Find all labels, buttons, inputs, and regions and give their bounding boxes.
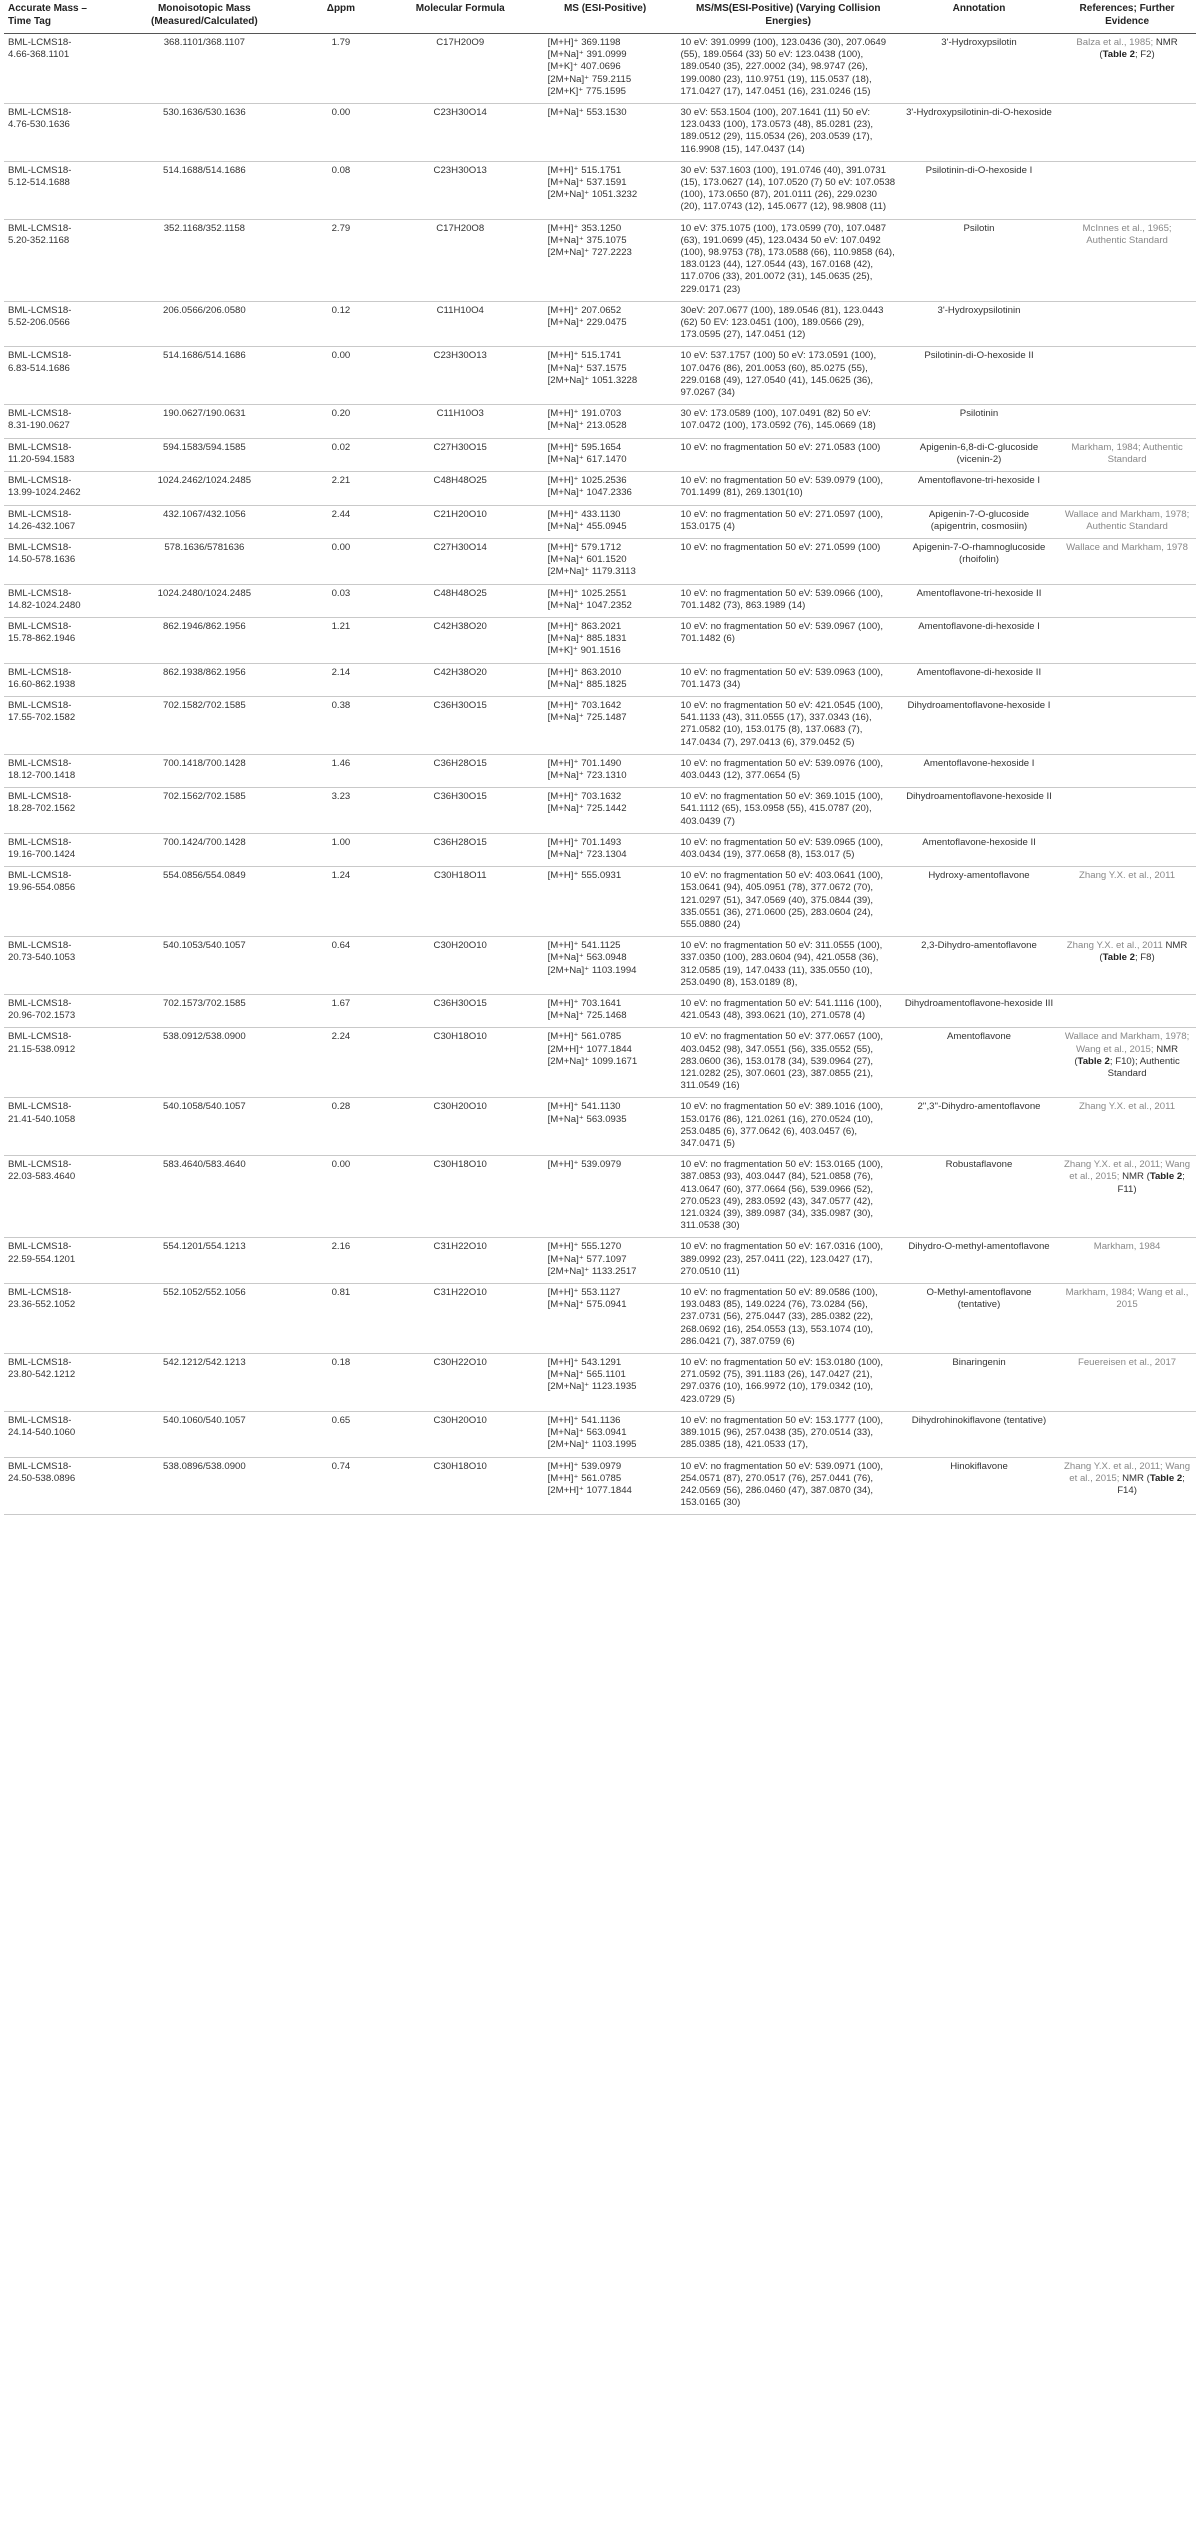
- cell-mass: 554.0856/554.0849: [114, 867, 295, 937]
- table-row: [4, 438, 1196, 471]
- cell-annotation: Amentoflavone-di-hexoside I: [900, 617, 1058, 663]
- evidence-text: NMR (Table 2; F2): [1099, 37, 1178, 61]
- cell-tag: BML-LCMS18- 19.16-700.1424: [4, 833, 114, 866]
- table-row: [4, 1457, 1196, 1515]
- cell-mass: 700.1424/700.1428: [114, 833, 295, 866]
- cell-tag: BML-LCMS18- 4.76-530.1636: [4, 104, 114, 162]
- cell-msms: 10 eV: no fragmentation 50 eV: 369.1015 (100), 541.1112 (65), 153.0958 (55), 415.0787 (20), 403.0439 (7): [677, 788, 900, 834]
- cell-mass: 540.1058/540.1057: [114, 1098, 295, 1156]
- reference-text: Zhang Y.X. et al., 2011: [1066, 940, 1166, 952]
- cell-annotation: Amentoflavone-tri-hexoside I: [900, 472, 1058, 505]
- cell-annotation: Amentoflavone-hexoside I: [900, 754, 1058, 787]
- cell-formula: C30H20O10: [387, 937, 534, 995]
- cell-ppm: 0.00: [295, 538, 387, 584]
- table-row: [4, 34, 1196, 104]
- evidence-text: NMR (Table 2; F14): [1117, 1472, 1185, 1496]
- cell-references: [1058, 937, 1196, 995]
- cell-tag: BML-LCMS18- 24.14-540.1060: [4, 1411, 114, 1457]
- table-row: [4, 219, 1196, 301]
- cell-ms: [M+H]⁺ 703.1642 [M+Na]⁺ 725.1487: [534, 696, 677, 754]
- cell-references: [1058, 505, 1196, 538]
- cell-ms: [M+Na]⁺ 553.1530: [534, 104, 677, 162]
- cell-annotation: Dihydroamentoflavone-hexoside III: [900, 995, 1058, 1028]
- table-row: [4, 161, 1196, 219]
- cell-annotation: Psilotin: [900, 219, 1058, 301]
- cell-mass: 702.1582/702.1585: [114, 696, 295, 754]
- cell-ppm: 0.00: [295, 1156, 387, 1238]
- cell-formula: C21H20O10: [387, 505, 534, 538]
- cell-references: [1058, 754, 1196, 787]
- table-row: [4, 663, 1196, 696]
- cell-references: [1058, 301, 1196, 347]
- cell-ppm: 3.23: [295, 788, 387, 834]
- cell-msms: 10 eV: no fragmentation 50 eV: 153.0165 (100), 387.0853 (93), 403.0447 (84), 521.0858 (76), 413.0647 (60), 377.0664 (56), 539.0966 (52), 270.0523 (49), 283.0592 (43), 347.0577 (42), 121.0324 (39), 389.0987 (34), 335.0987 (30), 311.0538 (30): [677, 1156, 900, 1238]
- cell-references: [1058, 1457, 1196, 1515]
- table-row: [4, 788, 1196, 834]
- table-row: [4, 937, 1196, 995]
- cell-msms: 10 eV: no fragmentation 50 eV: 153.1777 (100), 389.1015 (96), 257.0438 (35), 270.0514 (33), 285.0385 (18), 421.0533 (17),: [677, 1411, 900, 1457]
- cell-ms: [M+H]⁺ 515.1751 [M+Na]⁺ 537.1591 [2M+Na]⁺ 1051.3232: [534, 161, 677, 219]
- cell-mass: 514.1686/514.1686: [114, 347, 295, 405]
- cell-references: [1058, 1284, 1196, 1354]
- cell-references: [1058, 788, 1196, 834]
- evidence-text: NMR (Table 2; F10); Authentic Standard: [1074, 1043, 1180, 1080]
- cell-msms: 10 eV: no fragmentation 50 eV: 153.0180 (100), 271.0592 (75), 391.1183 (26), 147.0427 (21), 297.0376 (10), 166.9972 (10), 179.0342 (10), 423.0729 (5): [677, 1354, 900, 1412]
- cell-tag: BML-LCMS18- 18.28-702.1562: [4, 788, 114, 834]
- cell-mass: 538.0896/538.0900: [114, 1457, 295, 1515]
- cell-tag: BML-LCMS18- 6.83-514.1686: [4, 347, 114, 405]
- cell-ms: [M+H]⁺ 541.1125 [M+Na]⁺ 563.0948 [2M+Na]⁺ 1103.1994: [534, 937, 677, 995]
- cell-formula: C36H28O15: [387, 754, 534, 787]
- header-msms: MS/MS(ESI-Positive) (Varying Collision Energies): [677, 0, 900, 34]
- cell-references: [1058, 663, 1196, 696]
- cell-references: [1058, 995, 1196, 1028]
- cell-ms: [M+H]⁺ 579.1712 [M+Na]⁺ 601.1520 [2M+Na]⁺ 1179.3113: [534, 538, 677, 584]
- cell-annotation: Apigenin-7-O-glucoside (apigentrin, cosmosiin): [900, 505, 1058, 538]
- reference-text: Feuereisen et al., 2017: [1077, 1357, 1177, 1369]
- cell-ms: [M+H]⁺ 701.1490 [M+Na]⁺ 723.1310: [534, 754, 677, 787]
- cell-mass: 514.1688/514.1686: [114, 161, 295, 219]
- cell-mass: 594.1583/594.1585: [114, 438, 295, 471]
- cell-ms: [M+H]⁺ 553.1127 [M+Na]⁺ 575.0941: [534, 1284, 677, 1354]
- table-row: [4, 696, 1196, 754]
- cell-mass: 554.1201/554.1213: [114, 1238, 295, 1284]
- cell-mass: 368.1101/368.1107: [114, 34, 295, 104]
- cell-msms: 10 eV: no fragmentation 50 eV: 541.1116 (100), 421.0543 (48), 393.0621 (10), 271.0578 (4): [677, 995, 900, 1028]
- evidence-text: NMR (Table 2; F11): [1117, 1171, 1185, 1195]
- cell-msms: 10 eV: no fragmentation 50 eV: 89.0586 (100), 193.0483 (85), 149.0224 (76), 73.0284 (56), 237.0731 (56), 275.0447 (33), 285.0382 (22), 268.0692 (16), 254.0553 (13), 553.1074 (10), 286.0421 (7), 387.0759 (6): [677, 1284, 900, 1354]
- cell-mass: 530.1636/530.1636: [114, 104, 295, 162]
- cell-formula: C23H30O14: [387, 104, 534, 162]
- cell-annotation: Apigenin-7-O-rhamnoglucoside (rhoifolin): [900, 538, 1058, 584]
- cell-formula: C42H38O20: [387, 663, 534, 696]
- cell-references: [1058, 161, 1196, 219]
- metabolite-table: [4, 0, 1196, 1515]
- reference-text: Wallace and Markham, 1978; Authentic Standard: [1064, 508, 1190, 532]
- table-row: [4, 538, 1196, 584]
- cell-references: [1058, 1098, 1196, 1156]
- reference-text: Wallace and Markham, 1978: [1066, 541, 1188, 553]
- cell-references: [1058, 219, 1196, 301]
- cell-references: [1058, 1156, 1196, 1238]
- cell-references: [1058, 1238, 1196, 1284]
- cell-annotation: O-Methyl-amentoflavone (tentative): [900, 1284, 1058, 1354]
- cell-ms: [M+H]⁺ 369.1198 [M+Na]⁺ 391.0999 [M+K]⁺ 407.0696 [2M+Na]⁺ 759.2115 [2M+K]⁺ 775.1595: [534, 34, 677, 104]
- table-body: [4, 34, 1196, 1515]
- cell-tag: BML-LCMS18- 22.59-554.1201: [4, 1238, 114, 1284]
- cell-ppm: 1.67: [295, 995, 387, 1028]
- cell-msms: 30 eV: 537.1603 (100), 191.0746 (40), 391.0731 (15), 173.0627 (14), 107.0520 (7) 50 eV: 107.0538 (100), 173.0650 (87), 201.0111 (26), 229.0230 (20), 117.0743 (12), 145.0677 (12), 98.9808 (11): [677, 161, 900, 219]
- table-row: [4, 1098, 1196, 1156]
- cell-msms: 10 eV: no fragmentation 50 eV: 311.0555 (100), 337.0350 (100), 283.0604 (94), 421.0558 (36), 312.0585 (19), 147.0433 (11), 335.0550 (10), 253.0490 (8), 153.0189 (8),: [677, 937, 900, 995]
- cell-ppm: 1.24: [295, 867, 387, 937]
- reference-text: Markham, 1984; Wang et al., 2015: [1065, 1287, 1189, 1311]
- cell-mass: 702.1562/702.1585: [114, 788, 295, 834]
- cell-ppm: 1.00: [295, 833, 387, 866]
- table-row: [4, 301, 1196, 347]
- cell-formula: C30H18O10: [387, 1156, 534, 1238]
- header-mass: Monoisotopic Mass (Measured/Calculated): [114, 0, 295, 34]
- cell-tag: BML-LCMS18- 23.80-542.1212: [4, 1354, 114, 1412]
- cell-msms: 10 eV: no fragmentation 50 eV: 421.0545 (100), 541.1133 (43), 311.0555 (17), 337.0343 (16), 271.0582 (10), 153.0175 (8), 137.0683 (7), 147.0434 (7), 297.0413 (6), 379.0452 (5): [677, 696, 900, 754]
- table-row: [4, 472, 1196, 505]
- table-row: [4, 867, 1196, 937]
- cell-tag: BML-LCMS18- 19.96-554.0856: [4, 867, 114, 937]
- reference-text: McInnes et al., 1965; Authentic Standard: [1082, 222, 1172, 246]
- cell-annotation: Dihydroamentoflavone-hexoside I: [900, 696, 1058, 754]
- cell-ppm: 0.02: [295, 438, 387, 471]
- cell-annotation: 3'-Hydroxypsilotinin: [900, 301, 1058, 347]
- cell-references: [1058, 867, 1196, 937]
- cell-mass: 583.4640/583.4640: [114, 1156, 295, 1238]
- cell-msms: 10 eV: no fragmentation 50 eV: 539.0971 (100), 254.0571 (87), 270.0517 (76), 257.0441 (76), 242.0569 (56), 286.0460 (47), 387.0870 (34), 153.0165 (30): [677, 1457, 900, 1515]
- cell-tag: BML-LCMS18- 13.99-1024.2462: [4, 472, 114, 505]
- cell-tag: BML-LCMS18- 8.31-190.0627: [4, 405, 114, 438]
- cell-formula: C48H48O25: [387, 584, 534, 617]
- evidence-text: NMR (Table 2; F8): [1099, 940, 1188, 964]
- cell-formula: C30H20O10: [387, 1411, 534, 1457]
- cell-ms: [M+H]⁺ 539.0979: [534, 1156, 677, 1238]
- cell-ppm: 0.12: [295, 301, 387, 347]
- table-row: [4, 1411, 1196, 1457]
- cell-annotation: Psilotinin-di-O-hexoside I: [900, 161, 1058, 219]
- cell-ms: [M+H]⁺ 863.2010 [M+Na]⁺ 885.1825: [534, 663, 677, 696]
- cell-msms: 10 eV: no fragmentation 50 eV: 271.0599 (100): [677, 538, 900, 584]
- cell-ms: [M+H]⁺ 515.1741 [M+Na]⁺ 537.1575 [2M+Na]⁺ 1051.3228: [534, 347, 677, 405]
- cell-formula: C42H38O20: [387, 617, 534, 663]
- cell-msms: 10 eV: no fragmentation 50 eV: 271.0597 (100), 153.0175 (4): [677, 505, 900, 538]
- cell-annotation: Psilotinin-di-O-hexoside II: [900, 347, 1058, 405]
- cell-tag: BML-LCMS18- 16.60-862.1938: [4, 663, 114, 696]
- cell-formula: C36H30O15: [387, 995, 534, 1028]
- cell-ppm: 0.03: [295, 584, 387, 617]
- cell-tag: BML-LCMS18- 5.20-352.1168: [4, 219, 114, 301]
- cell-annotation: Dihydroamentoflavone-hexoside II: [900, 788, 1058, 834]
- cell-tag: BML-LCMS18- 20.96-702.1573: [4, 995, 114, 1028]
- cell-mass: 702.1573/702.1585: [114, 995, 295, 1028]
- cell-msms: 10 eV: no fragmentation 50 eV: 539.0963 (100), 701.1473 (34): [677, 663, 900, 696]
- cell-annotation: 2,3-Dihydro-amentoflavone: [900, 937, 1058, 995]
- reference-text: Zhang Y.X. et al., 2011: [1079, 870, 1176, 882]
- reference-text: Zhang Y.X. et al., 2011; Wang et al., 2015;: [1064, 1460, 1191, 1484]
- cell-msms: 30eV: 207.0677 (100), 189.0546 (81), 123.0443 (62) 50 EV: 123.0451 (100), 189.0566 (29), 173.0595 (27), 147.0451 (12): [677, 301, 900, 347]
- cell-references: [1058, 696, 1196, 754]
- cell-ms: [M+H]⁺ 703.1632 [M+Na]⁺ 725.1442: [534, 788, 677, 834]
- cell-tag: BML-LCMS18- 15.78-862.1946: [4, 617, 114, 663]
- cell-formula: C17H20O9: [387, 34, 534, 104]
- cell-formula: C23H30O13: [387, 161, 534, 219]
- cell-references: [1058, 34, 1196, 104]
- cell-ms: [M+H]⁺ 555.1270 [M+Na]⁺ 577.1097 [2M+Na]⁺ 1133.2517: [534, 1238, 677, 1284]
- cell-msms: 10 eV: no fragmentation 50 eV: 167.0316 (100), 389.0992 (23), 257.0411 (22), 123.0427 (17), 270.0510 (11): [677, 1238, 900, 1284]
- cell-formula: C27H30O14: [387, 538, 534, 584]
- reference-text: Markham, 1984: [1093, 1241, 1161, 1253]
- cell-tag: BML-LCMS18- 18.12-700.1418: [4, 754, 114, 787]
- cell-annotation: Dihydrohinokiflavone (tentative): [900, 1411, 1058, 1457]
- cell-ms: [M+H]⁺ 1025.2551 [M+Na]⁺ 1047.2352: [534, 584, 677, 617]
- cell-ppm: 2.44: [295, 505, 387, 538]
- cell-msms: 10 eV: no fragmentation 50 eV: 389.1016 (100), 153.0176 (86), 121.0261 (16), 270.0524 (10), 253.0485 (6), 377.0642 (6), 403.0457 (6), 347.0471 (5): [677, 1098, 900, 1156]
- cell-annotation: Amentoflavone-tri-hexoside II: [900, 584, 1058, 617]
- cell-msms: 30 eV: 173.0589 (100), 107.0491 (82) 50 eV: 107.0472 (100), 173.0592 (76), 145.0669 (18): [677, 405, 900, 438]
- cell-ppm: 0.74: [295, 1457, 387, 1515]
- cell-ms: [M+H]⁺ 191.0703 [M+Na]⁺ 213.0528: [534, 405, 677, 438]
- cell-mass: 352.1168/352.1158: [114, 219, 295, 301]
- cell-mass: 1024.2462/1024.2485: [114, 472, 295, 505]
- cell-annotation: 3'-Hydroxypsilotinin-di-O-hexoside: [900, 104, 1058, 162]
- table-row: [4, 1354, 1196, 1412]
- cell-msms: 10 eV: 391.0999 (100), 123.0436 (30), 207.0649 (55), 189.0564 (33) 50 eV: 123.0438 (100), 189.0540 (35), 227.0002 (34), 98.9747 (26), 199.0080 (23), 110.9751 (19), 115.0537 (18), 171.0427 (17), 147.0451 (16), 231.0246 (15): [677, 34, 900, 104]
- cell-mass: 540.1060/540.1057: [114, 1411, 295, 1457]
- cell-formula: C30H20O10: [387, 1098, 534, 1156]
- cell-mass: 538.0912/538.0900: [114, 1028, 295, 1098]
- cell-tag: BML-LCMS18- 21.15-538.0912: [4, 1028, 114, 1098]
- cell-msms: 10 eV: no fragmentation 50 eV: 539.0979 (100), 701.1499 (81), 269.1301(10): [677, 472, 900, 505]
- cell-ms: [M+H]⁺ 539.0979 [M+H]⁺ 561.0785 [2M+H]⁺ 1077.1844: [534, 1457, 677, 1515]
- cell-ppm: 0.18: [295, 1354, 387, 1412]
- cell-references: [1058, 405, 1196, 438]
- cell-ppm: 2.21: [295, 472, 387, 505]
- table-row: [4, 104, 1196, 162]
- cell-annotation: 3'-Hydroxypsilotin: [900, 34, 1058, 104]
- cell-tag: BML-LCMS18- 14.26-432.1067: [4, 505, 114, 538]
- table-row: [4, 505, 1196, 538]
- cell-msms: 10 eV: no fragmentation 50 eV: 539.0976 (100), 403.0443 (12), 377.0654 (5): [677, 754, 900, 787]
- cell-formula: C30H22O10: [387, 1354, 534, 1412]
- cell-references: [1058, 438, 1196, 471]
- cell-ms: [M+H]⁺ 433.1130 [M+Na]⁺ 455.0945: [534, 505, 677, 538]
- cell-ms: [M+H]⁺ 543.1291 [M+Na]⁺ 565.1101 [2M+Na]⁺ 1123.1935: [534, 1354, 677, 1412]
- table-row: [4, 1284, 1196, 1354]
- cell-formula: C31H22O10: [387, 1284, 534, 1354]
- cell-mass: 540.1053/540.1057: [114, 937, 295, 995]
- cell-msms: 10 eV: no fragmentation 50 eV: 539.0966 (100), 701.1482 (73), 863.1989 (14): [677, 584, 900, 617]
- cell-annotation: Amentoflavone-hexoside II: [900, 833, 1058, 866]
- cell-ms: [M+H]⁺ 595.1654 [M+Na]⁺ 617.1470: [534, 438, 677, 471]
- cell-ppm: 0.00: [295, 347, 387, 405]
- cell-references: [1058, 1028, 1196, 1098]
- header-refs: References; Further Evidence: [1058, 0, 1196, 34]
- cell-formula: C36H30O15: [387, 696, 534, 754]
- cell-ppm: 2.16: [295, 1238, 387, 1284]
- cell-formula: C36H28O15: [387, 833, 534, 866]
- cell-mass: 1024.2480/1024.2485: [114, 584, 295, 617]
- cell-msms: 30 eV: 553.1504 (100), 207.1641 (11) 50 eV: 123.0433 (100), 173.0573 (48), 85.0281 (23), 189.0512 (29), 115.0534 (26), 203.0539 (17), 116.9908 (15), 147.0437 (14): [677, 104, 900, 162]
- cell-ppm: 0.00: [295, 104, 387, 162]
- cell-msms: 10 eV: 375.1075 (100), 173.0599 (70), 107.0487 (63), 191.0699 (45), 123.0434 50 eV: 107.0492 (100), 98.9753 (78), 173.0588 (66), 110.9858 (64), 183.0123 (44), 127.0544 (43), 167.0168 (42), 117.0706 (33), 201.0072 (31), 145.0635 (25), 229.0171 (23): [677, 219, 900, 301]
- reference-text: Zhang Y.X. et al., 2011: [1079, 1101, 1176, 1113]
- cell-tag: BML-LCMS18- 11.20-594.1583: [4, 438, 114, 471]
- cell-mass: 862.1938/862.1956: [114, 663, 295, 696]
- reference-text: Zhang Y.X. et al., 2011; Wang et al., 2015;: [1064, 1159, 1191, 1183]
- cell-ppm: 0.08: [295, 161, 387, 219]
- cell-msms: 10 eV: no fragmentation 50 eV: 539.0967 (100), 701.1482 (6): [677, 617, 900, 663]
- cell-references: [1058, 104, 1196, 162]
- cell-ms: [M+H]⁺ 703.1641 [M+Na]⁺ 725.1468: [534, 995, 677, 1028]
- cell-ppm: 1.21: [295, 617, 387, 663]
- table-row: [4, 617, 1196, 663]
- cell-formula: C11H10O3: [387, 405, 534, 438]
- cell-formula: C36H30O15: [387, 788, 534, 834]
- cell-references: [1058, 1411, 1196, 1457]
- table-row: [4, 584, 1196, 617]
- cell-annotation: Hinokiflavone: [900, 1457, 1058, 1515]
- cell-tag: BML-LCMS18- 14.50-578.1636: [4, 538, 114, 584]
- cell-references: [1058, 617, 1196, 663]
- reference-text: Markham, 1984; Authentic Standard: [1071, 441, 1183, 465]
- table-row: [4, 995, 1196, 1028]
- cell-annotation: Binaringenin: [900, 1354, 1058, 1412]
- cell-msms: 10 eV: no fragmentation 50 eV: 539.0965 (100), 403.0434 (19), 377.0658 (8), 153.017 (5): [677, 833, 900, 866]
- cell-formula: C27H30O15: [387, 438, 534, 471]
- cell-annotation: Psilotinin: [900, 405, 1058, 438]
- cell-mass: 862.1946/862.1956: [114, 617, 295, 663]
- cell-ms: [M+H]⁺ 561.0785 [2M+H]⁺ 1077.1844 [2M+Na]⁺ 1099.1671: [534, 1028, 677, 1098]
- header-formula: Molecular Formula: [387, 0, 534, 34]
- cell-ppm: 2.79: [295, 219, 387, 301]
- cell-ppm: 2.24: [295, 1028, 387, 1098]
- table-row: [4, 347, 1196, 405]
- cell-mass: 190.0627/190.0631: [114, 405, 295, 438]
- cell-mass: 578.1636/5781636: [114, 538, 295, 584]
- table-row: [4, 1156, 1196, 1238]
- cell-msms: 10 eV: no fragmentation 50 eV: 271.0583 (100): [677, 438, 900, 471]
- cell-annotation: Amentoflavone-di-hexoside II: [900, 663, 1058, 696]
- cell-ppm: 0.28: [295, 1098, 387, 1156]
- cell-mass: 552.1052/552.1056: [114, 1284, 295, 1354]
- cell-formula: C48H48O25: [387, 472, 534, 505]
- cell-ms: [M+H]⁺ 541.1136 [M+Na]⁺ 563.0941 [2M+Na]⁺ 1103.1995: [534, 1411, 677, 1457]
- cell-formula: C30H18O10: [387, 1457, 534, 1515]
- cell-ms: [M+H]⁺ 863.2021 [M+Na]⁺ 885.1831 [M+K]⁺ 901.1516: [534, 617, 677, 663]
- header-ms: MS (ESI-Positive): [534, 0, 677, 34]
- cell-ms: [M+H]⁺ 701.1493 [M+Na]⁺ 723.1304: [534, 833, 677, 866]
- cell-ppm: 1.79: [295, 34, 387, 104]
- table-row: [4, 405, 1196, 438]
- cell-formula: C11H10O4: [387, 301, 534, 347]
- table-row: [4, 1028, 1196, 1098]
- cell-formula: C30H18O11: [387, 867, 534, 937]
- cell-ms: [M+H]⁺ 555.0931: [534, 867, 677, 937]
- cell-tag: BML-LCMS18- 22.03-583.4640: [4, 1156, 114, 1238]
- cell-references: [1058, 538, 1196, 584]
- cell-ppm: 1.46: [295, 754, 387, 787]
- cell-ms: [M+H]⁺ 207.0652 [M+Na]⁺ 229.0475: [534, 301, 677, 347]
- cell-tag: BML-LCMS18- 23.36-552.1052: [4, 1284, 114, 1354]
- cell-references: [1058, 833, 1196, 866]
- cell-ms: [M+H]⁺ 353.1250 [M+Na]⁺ 375.1075 [2M+Na]⁺ 727.2223: [534, 219, 677, 301]
- header-annotation: Annotation: [900, 0, 1058, 34]
- cell-msms: 10 eV: no fragmentation 50 eV: 403.0641 (100), 153.0641 (94), 405.0951 (78), 377.0672 (70), 121.0297 (51), 347.0569 (40), 375.0844 (39), 335.0551 (36), 271.0600 (25), 283.0604 (24), 555.0880 (24): [677, 867, 900, 937]
- cell-annotation: Apigenin-6,8-di-C-glucoside (vicenin-2): [900, 438, 1058, 471]
- cell-ppm: 0.65: [295, 1411, 387, 1457]
- cell-ppm: 0.64: [295, 937, 387, 995]
- cell-references: [1058, 584, 1196, 617]
- cell-ppm: 0.81: [295, 1284, 387, 1354]
- cell-references: [1058, 1354, 1196, 1412]
- cell-ppm: 0.38: [295, 696, 387, 754]
- cell-tag: BML-LCMS18- 14.82-1024.2480: [4, 584, 114, 617]
- reference-text: Balza et al., 1985;: [1076, 37, 1156, 48]
- cell-formula: C23H30O13: [387, 347, 534, 405]
- cell-references: [1058, 347, 1196, 405]
- cell-annotation: Amentoflavone: [900, 1028, 1058, 1098]
- cell-tag: BML-LCMS18- 17.55-702.1582: [4, 696, 114, 754]
- header-ppm: Δppm: [295, 0, 387, 34]
- cell-msms: 10 eV: 537.1757 (100) 50 eV: 173.0591 (100), 107.0476 (86), 201.0053 (60), 85.0275 (55), 229.0168 (49), 127.0540 (41), 145.0625 (36), 97.0267 (34): [677, 347, 900, 405]
- table-row: [4, 833, 1196, 866]
- table-header-row: [4, 0, 1196, 34]
- cell-annotation: Robustaflavone: [900, 1156, 1058, 1238]
- cell-formula: C31H22O10: [387, 1238, 534, 1284]
- cell-tag: BML-LCMS18- 21.41-540.1058: [4, 1098, 114, 1156]
- cell-tag: BML-LCMS18- 20.73-540.1053: [4, 937, 114, 995]
- cell-annotation: 2'',3''-Dihydro-amentoflavone: [900, 1098, 1058, 1156]
- cell-msms: 10 eV: no fragmentation 50 eV: 377.0657 (100), 403.0452 (98), 347.0551 (56), 335.0552 (55), 283.0600 (36), 153.0178 (34), 539.0964 (27), 121.0282 (25), 307.0601 (23), 387.0855 (21), 311.0549 (16): [677, 1028, 900, 1098]
- cell-tag: BML-LCMS18- 5.12-514.1688: [4, 161, 114, 219]
- cell-ms: [M+H]⁺ 541.1130 [M+Na]⁺ 563.0935: [534, 1098, 677, 1156]
- header-tag: Accurate Mass – Time Tag: [4, 0, 114, 34]
- cell-mass: 432.1067/432.1056: [114, 505, 295, 538]
- cell-annotation: Dihydro-O-methyl-amentoflavone: [900, 1238, 1058, 1284]
- cell-mass: 700.1418/700.1428: [114, 754, 295, 787]
- cell-ms: [M+H]⁺ 1025.2536 [M+Na]⁺ 1047.2336: [534, 472, 677, 505]
- reference-text: Wallace and Markham, 1978; Wang et al., 2015;: [1064, 1031, 1190, 1055]
- cell-mass: 542.1212/542.1213: [114, 1354, 295, 1412]
- cell-formula: C17H20O8: [387, 219, 534, 301]
- cell-ppm: 2.14: [295, 663, 387, 696]
- cell-references: [1058, 472, 1196, 505]
- table-row: [4, 1238, 1196, 1284]
- cell-ppm: 0.20: [295, 405, 387, 438]
- cell-formula: C30H18O10: [387, 1028, 534, 1098]
- cell-mass: 206.0566/206.0580: [114, 301, 295, 347]
- cell-annotation: Hydroxy-amentoflavone: [900, 867, 1058, 937]
- cell-tag: BML-LCMS18- 5.52-206.0566: [4, 301, 114, 347]
- cell-tag: BML-LCMS18- 24.50-538.0896: [4, 1457, 114, 1515]
- table-row: [4, 754, 1196, 787]
- cell-tag: BML-LCMS18- 4.66-368.1101: [4, 34, 114, 104]
